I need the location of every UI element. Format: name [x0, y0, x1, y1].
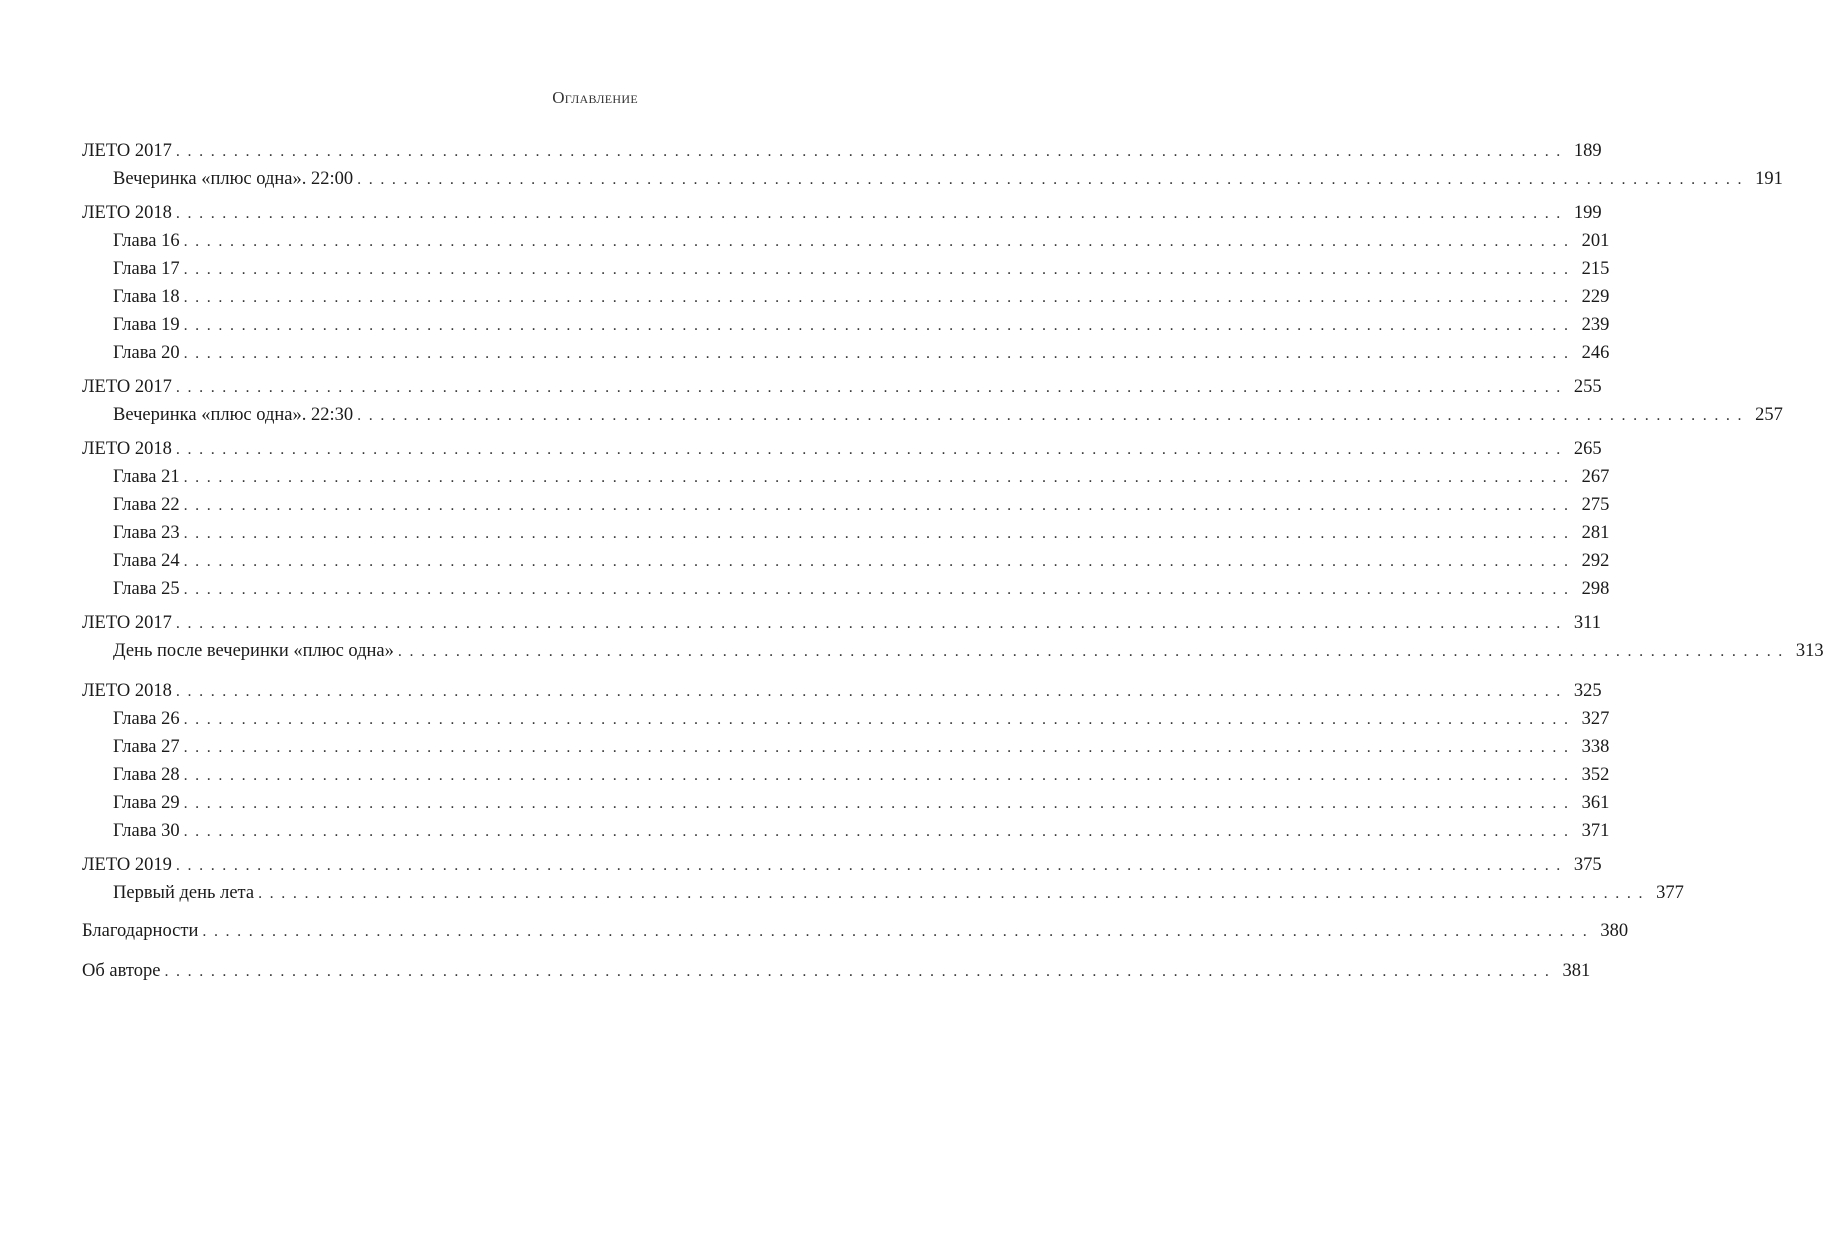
toc-entry-page: 281	[1581, 523, 1610, 543]
toc-entry-label: Глава 23	[113, 523, 180, 543]
toc-entry[interactable]	[82, 957, 1591, 985]
toc-entry[interactable]	[82, 609, 1601, 637]
toc-entry-page: 292	[1581, 551, 1610, 571]
toc-entry-page: 265	[1573, 439, 1602, 459]
toc-entry-label: ЛЕТО 2019	[82, 855, 172, 875]
toc-dot-leader: ........................................................................................................................	[175, 379, 1568, 396]
toc-entry-label: Глава 29	[113, 793, 180, 813]
toc-dot-leader: ........................................................................................................................	[175, 857, 1568, 874]
toc-entry[interactable]	[82, 705, 1610, 733]
toc-entry-page: 257	[1755, 405, 1783, 425]
toc-entry-label: Вечеринка «плюс одна». 22:30	[113, 405, 354, 425]
page-header-title: Оглавление	[552, 88, 638, 107]
toc-entry-page: 191	[1755, 169, 1783, 189]
toc-entry-page: 255	[1573, 377, 1602, 397]
toc-dot-leader: ........................................................................................................................	[183, 469, 1576, 486]
toc-entry[interactable]	[82, 283, 1610, 311]
toc-entry[interactable]	[82, 165, 1783, 193]
toc-entry[interactable]	[82, 575, 1610, 603]
toc-entry-label: Глава 19	[113, 315, 180, 335]
toc-entry-page: 338	[1581, 737, 1610, 757]
toc-entry-label: Глава 27	[113, 737, 180, 757]
toc-entry-page: 327	[1581, 709, 1610, 729]
toc-dot-leader: ........................................................................................................................	[183, 317, 1576, 334]
toc-entry-label: Глава 20	[113, 343, 180, 363]
toc-dot-leader: ........................................................................................................................	[175, 441, 1568, 458]
toc-entry-page: 371	[1581, 821, 1610, 841]
toc-entry-page: 361	[1581, 793, 1610, 813]
toc-entry[interactable]	[82, 851, 1602, 879]
toc-dot-leader: ........................................................................................................................	[183, 289, 1576, 306]
table-of-contents	[82, 137, 1824, 985]
toc-entry[interactable]	[82, 733, 1610, 761]
toc-entry-page: 377	[1656, 883, 1684, 903]
toc-entry[interactable]	[82, 547, 1610, 575]
toc-entry[interactable]	[82, 311, 1610, 339]
toc-entry-label: ЛЕТО 2018	[82, 203, 172, 223]
toc-entry-page: 325	[1573, 681, 1602, 701]
toc-entry-page: 352	[1581, 765, 1610, 785]
toc-entry-label: Глава 24	[113, 551, 180, 571]
toc-entry[interactable]	[82, 401, 1783, 429]
toc-entry[interactable]	[82, 677, 1602, 705]
toc-entry-label: День после вечеринки «плюс одна»	[113, 641, 394, 661]
toc-dot-leader: ........................................................................................................................	[175, 205, 1568, 222]
toc-dot-leader: ........................................................................................................................	[183, 581, 1576, 598]
toc-entry-label: Благодарности	[82, 921, 199, 941]
toc-entry[interactable]	[82, 637, 1824, 665]
toc-entry-label: Глава 21	[113, 467, 180, 487]
toc-entry-label: Глава 17	[113, 259, 180, 279]
toc-entry[interactable]	[82, 761, 1610, 789]
toc-dot-leader: ........................................................................................................................	[183, 739, 1576, 756]
toc-dot-leader: ........................................................................................................................	[183, 233, 1576, 250]
toc-dot-leader: ........................................................................................................................	[183, 525, 1576, 542]
toc-entry-label: Глава 25	[113, 579, 180, 599]
toc-entry-label: ЛЕТО 2018	[82, 439, 172, 459]
toc-entry-page: 298	[1581, 579, 1610, 599]
toc-entry[interactable]	[82, 519, 1610, 547]
toc-entry-label: ЛЕТО 2017	[82, 613, 172, 633]
toc-dot-leader: ........................................................................................................................	[164, 963, 1557, 980]
toc-dot-leader: ........................................................................................................................	[357, 407, 1750, 424]
toc-dot-leader: ........................................................................................................................	[183, 553, 1576, 570]
toc-entry[interactable]	[82, 373, 1602, 401]
toc-entry-page: 229	[1581, 287, 1610, 307]
toc-entry-page: 246	[1581, 343, 1610, 363]
toc-entry-page: 380	[1600, 921, 1629, 941]
toc-entry-label: ЛЕТО 2017	[82, 141, 172, 161]
toc-dot-leader: ........................................................................................................................	[175, 683, 1568, 700]
toc-entry-page: 313	[1795, 641, 1824, 661]
toc-entry[interactable]	[82, 255, 1610, 283]
toc-entry[interactable]	[82, 435, 1602, 463]
toc-entry-page: 239	[1581, 315, 1610, 335]
toc-dot-leader: ........................................................................................................................	[175, 615, 1568, 632]
toc-entry-page: 311	[1573, 613, 1601, 633]
toc-entry[interactable]	[82, 227, 1610, 255]
toc-dot-leader: ........................................................................................................................	[183, 795, 1576, 812]
toc-entry[interactable]	[82, 199, 1602, 227]
toc-entry[interactable]	[82, 137, 1602, 165]
toc-entry-page: 381	[1562, 961, 1591, 981]
toc-entry-label: Глава 26	[113, 709, 180, 729]
toc-entry-label: ЛЕТО 2018	[82, 681, 172, 701]
toc-dot-leader: ........................................................................................................................	[183, 261, 1576, 278]
toc-entry-page: 199	[1573, 203, 1602, 223]
toc-entry-page: 267	[1581, 467, 1610, 487]
toc-entry-label: Вечеринка «плюс одна». 22:00	[113, 169, 354, 189]
toc-entry[interactable]	[82, 789, 1610, 817]
toc-entry-label: ЛЕТО 2017	[82, 377, 172, 397]
toc-entry[interactable]	[82, 463, 1610, 491]
toc-entry-page: 275	[1581, 495, 1610, 515]
toc-entry-label: Об авторе	[82, 961, 161, 981]
toc-entry[interactable]	[82, 491, 1610, 519]
toc-entry-label: Глава 16	[113, 231, 180, 251]
toc-entry-label: Глава 28	[113, 765, 180, 785]
toc-entry-label: Глава 18	[113, 287, 180, 307]
toc-dot-leader: ........................................................................................................................	[183, 823, 1576, 840]
toc-entry-label: Глава 30	[113, 821, 180, 841]
toc-entry[interactable]	[82, 879, 1684, 907]
toc-entry-page: 189	[1573, 141, 1602, 161]
toc-dot-leader: ........................................................................................................................	[258, 885, 1651, 902]
toc-dot-leader: ........................................................................................................................	[202, 923, 1595, 940]
toc-dot-leader: ........................................................................................................................	[183, 767, 1576, 784]
toc-entry-page: 375	[1573, 855, 1602, 875]
toc-dot-leader: ........................................................................................................................	[175, 143, 1568, 160]
toc-dot-leader: ........................................................................................................................	[183, 345, 1576, 362]
toc-entry-page: 201	[1581, 231, 1610, 251]
toc-dot-leader: ........................................................................................................................	[357, 171, 1750, 188]
toc-entry-label: Глава 22	[113, 495, 180, 515]
toc-entry[interactable]	[82, 339, 1610, 367]
toc-entry[interactable]	[82, 917, 1629, 945]
toc-entry-page: 215	[1581, 259, 1610, 279]
toc-dot-leader: ........................................................................................................................	[183, 497, 1576, 514]
toc-entry[interactable]	[82, 817, 1610, 845]
toc-entry-label: Первый день лета	[113, 883, 255, 903]
toc-dot-leader: ........................................................................................................................	[397, 643, 1790, 660]
toc-dot-leader: ........................................................................................................................	[183, 711, 1576, 728]
